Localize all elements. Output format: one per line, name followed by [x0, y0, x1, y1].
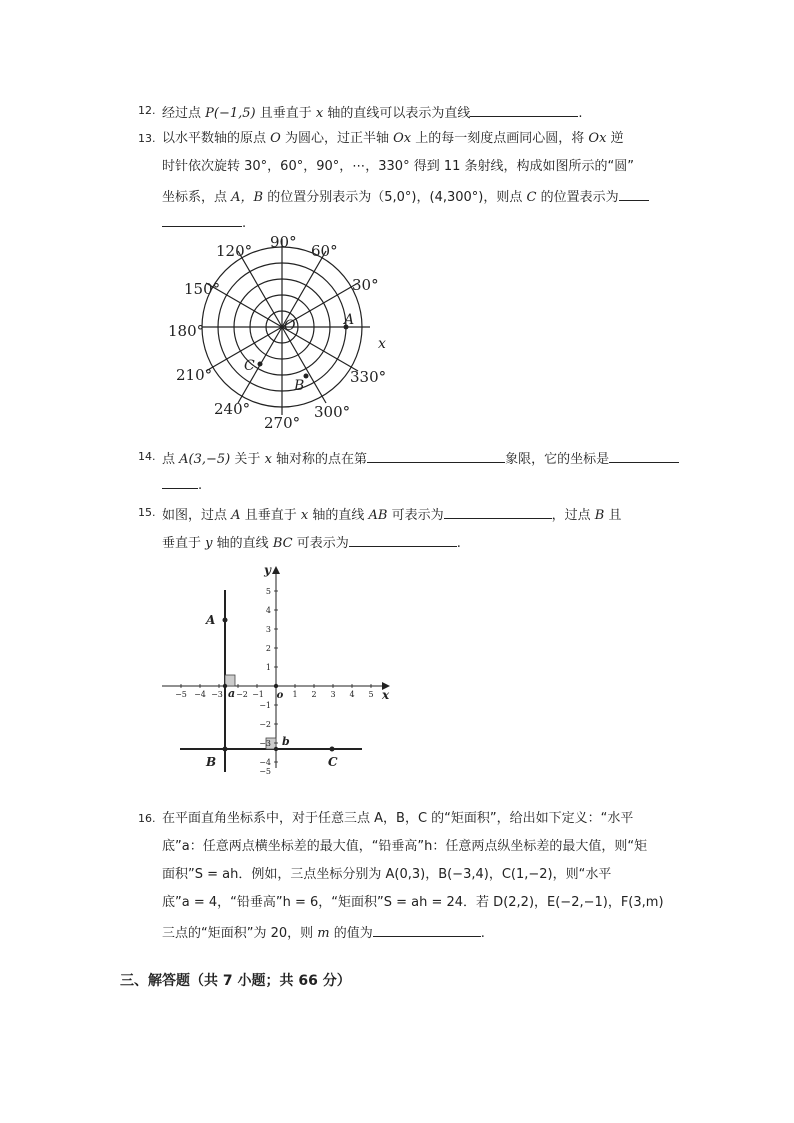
label-30: 30° — [352, 276, 379, 294]
x-tick: −5 — [175, 690, 187, 699]
x-tick: −4 — [194, 690, 206, 699]
point-c-label: C — [244, 358, 255, 374]
line-ab-blank[interactable] — [444, 504, 552, 519]
x-tick: 3 — [330, 690, 336, 699]
y-tick: 2 — [265, 644, 271, 653]
y-tick: −3 — [259, 739, 271, 748]
ray-120 — [238, 251, 282, 327]
point-a-label: A — [344, 312, 355, 328]
y-tick: 4 — [265, 606, 271, 615]
x-axis-label: x — [378, 336, 386, 352]
x-tick: −2 — [236, 690, 248, 699]
x-tick: −3 — [211, 690, 223, 699]
point-c-dot — [258, 362, 263, 367]
label-330: 330° — [350, 368, 387, 386]
x-tick: 1 — [292, 690, 298, 699]
point-b-label: B — [294, 378, 305, 394]
section-heading: 三、解答题（共 7 小题；共 66 分） — [120, 973, 351, 989]
label-90: 90° — [270, 233, 297, 251]
question-number: 13. — [138, 132, 156, 145]
point-b-dot — [223, 747, 228, 752]
polar-coordinate-figure — [160, 232, 400, 432]
y-axis-label: y — [264, 563, 271, 577]
line-bc-blank[interactable] — [349, 532, 457, 547]
origin-label: O — [284, 318, 296, 334]
x-tick: 4 — [349, 690, 355, 699]
answer-blank[interactable] — [470, 102, 578, 117]
quadrant-blank[interactable] — [367, 448, 505, 463]
cartesian-figure — [158, 560, 398, 775]
label-300: 300° — [314, 403, 351, 421]
label-180: 180° — [168, 322, 205, 340]
question-number: 12. — [138, 104, 156, 117]
x-tick: 2 — [311, 690, 317, 699]
answer-blank[interactable] — [373, 922, 481, 937]
foot-b-label: b — [282, 735, 290, 748]
x-axis-label: x — [382, 688, 390, 702]
y-tick: 3 — [265, 625, 271, 634]
y-tick: −2 — [259, 720, 271, 729]
label-240: 240° — [214, 400, 251, 418]
label-120: 120° — [216, 242, 253, 260]
point-c-dot — [330, 747, 335, 752]
label-210: 210° — [176, 366, 213, 384]
x-tick: 5 — [368, 690, 374, 699]
question-number: 14. — [138, 450, 156, 463]
origin-dot — [274, 684, 278, 688]
coordinate-blank[interactable] — [609, 448, 679, 463]
foot-b-dot — [274, 747, 278, 751]
ray-60 — [282, 251, 326, 327]
y-tick: 5 — [265, 587, 271, 596]
x-tick: −1 — [252, 690, 264, 699]
question-number: 16. — [138, 812, 156, 825]
answer-blank-continued[interactable] — [162, 212, 242, 227]
origin-label: o — [276, 690, 284, 701]
y-tick: −5 — [259, 767, 271, 775]
foot-a-label: a — [228, 687, 236, 700]
label-60: 60° — [311, 242, 338, 260]
coordinate-blank-continued[interactable] — [162, 474, 198, 489]
point-b-label: B — [206, 755, 217, 769]
point-a-dot — [223, 618, 228, 623]
y-tick: −1 — [259, 701, 271, 710]
y-tick: −4 — [259, 758, 271, 767]
y-tick: 1 — [265, 663, 271, 672]
point-c-label: C — [328, 755, 338, 769]
right-angle-a-foot — [225, 675, 235, 686]
foot-a-dot — [223, 684, 227, 688]
label-270: 270° — [264, 414, 301, 432]
label-150: 150° — [184, 280, 221, 298]
answer-blank[interactable] — [619, 186, 649, 201]
point-a-label: A — [206, 613, 216, 627]
question-number: 15. — [138, 506, 156, 519]
